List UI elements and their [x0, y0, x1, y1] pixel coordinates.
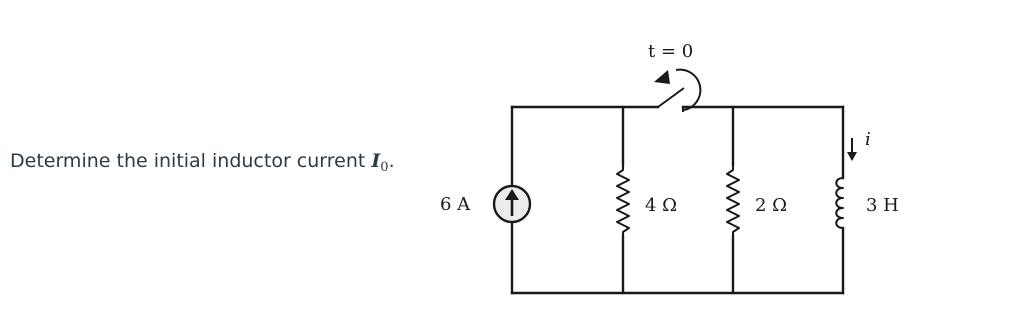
current-source-label: 6 A [440, 194, 471, 215]
resistor-2-ohm-label: 2 Ω [755, 195, 788, 216]
current-source [494, 186, 530, 222]
inductor-label: 3 H [866, 195, 899, 216]
current-arrow-label: i [865, 129, 871, 150]
switch [654, 70, 700, 112]
switch-label: t = 0 [648, 41, 694, 62]
inductor-3-h [836, 178, 843, 228]
current-direction-arrow [847, 138, 857, 161]
question-variable: I [371, 150, 381, 172]
question-variable-subscript: 0 [380, 160, 389, 175]
resistor-4-ohm-label: 4 Ω [645, 195, 678, 216]
question-prompt: Determine the initial inductor current [10, 150, 372, 172]
circuit-wires [512, 107, 843, 293]
resistor-4-ohm [617, 165, 629, 236]
question-period: . [388, 150, 395, 172]
resistor-2-ohm [727, 165, 739, 236]
